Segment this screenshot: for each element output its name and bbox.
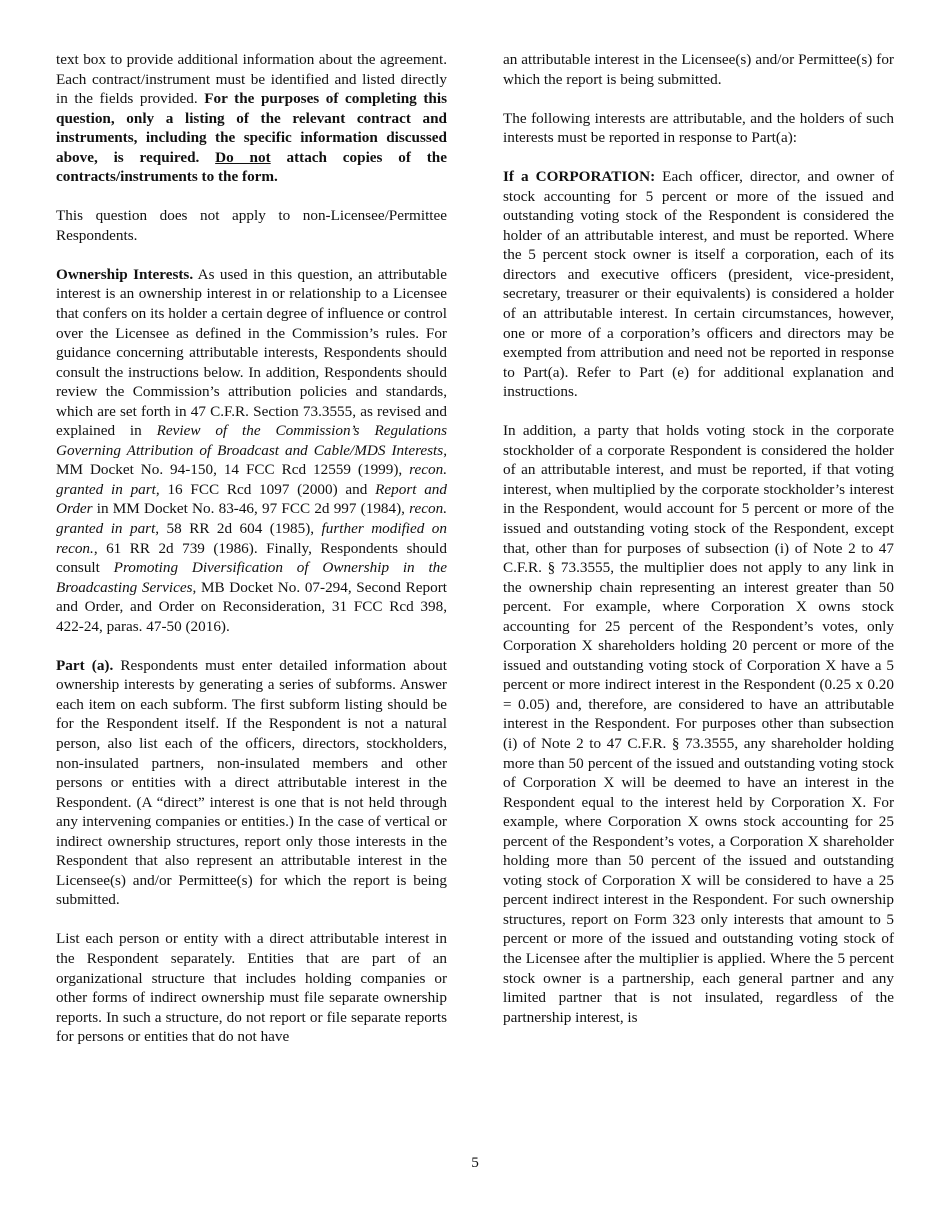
citation-title: recon. granted in part bbox=[56, 461, 447, 498]
text-run: text box to provide additional information about the agreement. Each contract/instrument must be identified and listed directly in the fields provided. bbox=[56, 51, 447, 108]
citation-title: Review of the Commission’s Regulations Governing Attribution of Broadcast and Cable/MDS Interests bbox=[56, 422, 447, 459]
attributable-continuation-paragraph: an attributable interest in the Licensee(s) and/or Permittee(s) for which the report is being submitted. bbox=[503, 51, 894, 88]
citation-title: further modified on recon. bbox=[56, 520, 447, 557]
text-run: in MM Docket No. 83-46, 97 FCC 2d 997 (1984), bbox=[92, 500, 410, 518]
text-run: , MM Docket No. 94-150, 14 FCC Rcd 12559 (1999), bbox=[56, 441, 447, 479]
page-number: 5 bbox=[471, 1154, 479, 1171]
citation-title: Promoting Diversification of Ownership in the Broadcasting Services bbox=[56, 559, 448, 596]
underlined-emphasis: Do not bbox=[215, 148, 271, 166]
bold-text-run: For the purposes of completing this question, only a listing of the relevant contract and instruments, including the specific information discussed above, is required. bbox=[56, 90, 447, 166]
ownership-interests-paragraph bbox=[56, 265, 447, 636]
non-licensee-paragraph: This question does not apply to non-Licensee/Permittee Respondents. bbox=[56, 207, 447, 244]
citation-title: recon. granted in part bbox=[56, 500, 447, 538]
text-run: As used in this question, an attributable interest is an ownership interest in or relationship to a Licensee that confers on its holder a certain degree of influence or control over the Licensee as defined in the Commission’s rules. For guidance concerning attributable interests, Respondents should consult the instructions below. In addition, Respondents should review the Commission’s attribution policies and standards, which are set forth in 47 C.F.R. Section 73.3555, as revised and explained in bbox=[56, 265, 447, 440]
following-interests-paragraph: The following interests are attributable, and the holders of such interests must be reported in response to Part(a): bbox=[503, 109, 894, 147]
contract-instructions-paragraph bbox=[56, 50, 447, 187]
text-run: , MB Docket No. 07-294, Second Report and Order, and Order on Reconsideration, 31 FCC Rcd 398, 422-24, paras. 47-50 (2016). bbox=[56, 578, 448, 635]
corporation-heading: If a CORPORATION: bbox=[503, 168, 656, 186]
ownership-interests-heading: Ownership Interests. bbox=[56, 265, 194, 283]
text-run: , 16 FCC Rcd 1097 (2000) and bbox=[155, 480, 376, 498]
corporation-paragraph bbox=[503, 167, 894, 402]
bold-text-run: attach copies of the contracts/instruments to the form. bbox=[56, 148, 447, 186]
list-entities-paragraph: List each person or entity with a direct attributable interest in the Respondent separately. Entities that are part of an organizational structure that includes holding companies or other forms of indirect ownership must file separate ownership reports. In such a structure, do not report or file separate reports for persons or entities that do not have bbox=[56, 930, 447, 1046]
citation-title: Report and Order bbox=[56, 480, 447, 518]
right-column bbox=[503, 50, 894, 1047]
text-run: , 61 RR 2d 739 (1986). Finally, Respondents should consult bbox=[56, 539, 447, 577]
text-run: Respondents must enter detailed information about ownership interests by generating a series of subforms. Answer each item on each subform. The first subform listing should be for the Respondent itself. If the Respondent is not a natural person, also list each of the officers, directors, stockholders, non-insulated partners, non-insulated members and other persons or entities with a direct attributable interest in the Respondent. (A “direct” interest is one that is not held through any intervening companies or entities.) In the case of vertical or indirect ownership structures, report only those interests in the Respondent that also represent an attributable interest in the Licensee(s) and/or Permittee(s) for which the report is being submitted. bbox=[56, 656, 447, 909]
text-run: , 58 RR 2d 604 (1985), bbox=[155, 520, 322, 538]
text-run: Each officer, director, and owner of stock accounting for 5 percent or more of the issued and outstanding voting stock of the Respondent is considered the holder of an attributable interest, and must be reported. Where the 5 percent stock owner is itself a corporation, each of its directors and executive officers (president, vice-president, secretary, treasurer or their equivalents) is considered a holder of an attributable interest. In certain circumstances, however, one or more of a corporation’s officers and directors may be exempted from attribution and need not be reported in response to Part(a). Refer to Part (e) for additional explanation and instructions. bbox=[503, 168, 895, 401]
multiplier-paragraph: In addition, a party that holds voting stock in the corporate stockholder of a corporate Respondent is considered the holder of an attributable interest, and must be reported, if that voting interest, when multiplied by the corporate stockholder’s interest in the Respondent, would account for 5 percent or more of the issued and outstanding voting stock of the Respondent, except that, other than for purposes of subsection (i) of Note 2 to 47 C.F.R. § 73.3555, the multiplier does not apply to any link in the ownership chain representing an interest greater than 50 percent. For example, where Corporation X owns stock accounting for 25 percent of the Respondent’s votes, only Corporation X shareholders holding 20 percent or more of the issued and outstanding voting stock of Corporation X have a 5 percent or more indirect interest in the Respondent (0.25 x 0.20 = 0.05) and, therefore, are considered to have an attributable interest in the Respondent. For purposes other than subsection (i) of Note 2 to 47 C.F.R. § 73.3555, any shareholder holding more than 50 percent of the issued and outstanding voting stock of Corporation X will be deemed to have an interest in the Respondent equal to the interest held by Corporation X. For example, where Corporation X owns stock accounting for 25 percent of the Respondent’s votes, a Corporation X shareholder holding more than 50 percent of the issued and outstanding voting stock of Corporation X will be considered to have a 25 percent indirect interest in the Respondent. For such ownership structures, report on Form 323 only interests that amount to 5 percent or more of the issued and outstanding voting stock of the Licensee after the multiplier is applied. Where the 5 percent stock owner is a partnership, each general partner and any limited partner that is not insulated, regardless of the partnership interest, is bbox=[503, 422, 894, 1026]
part-a-heading: Part (a). bbox=[56, 656, 114, 674]
part-a-paragraph bbox=[56, 656, 447, 910]
left-column bbox=[56, 50, 447, 1066]
